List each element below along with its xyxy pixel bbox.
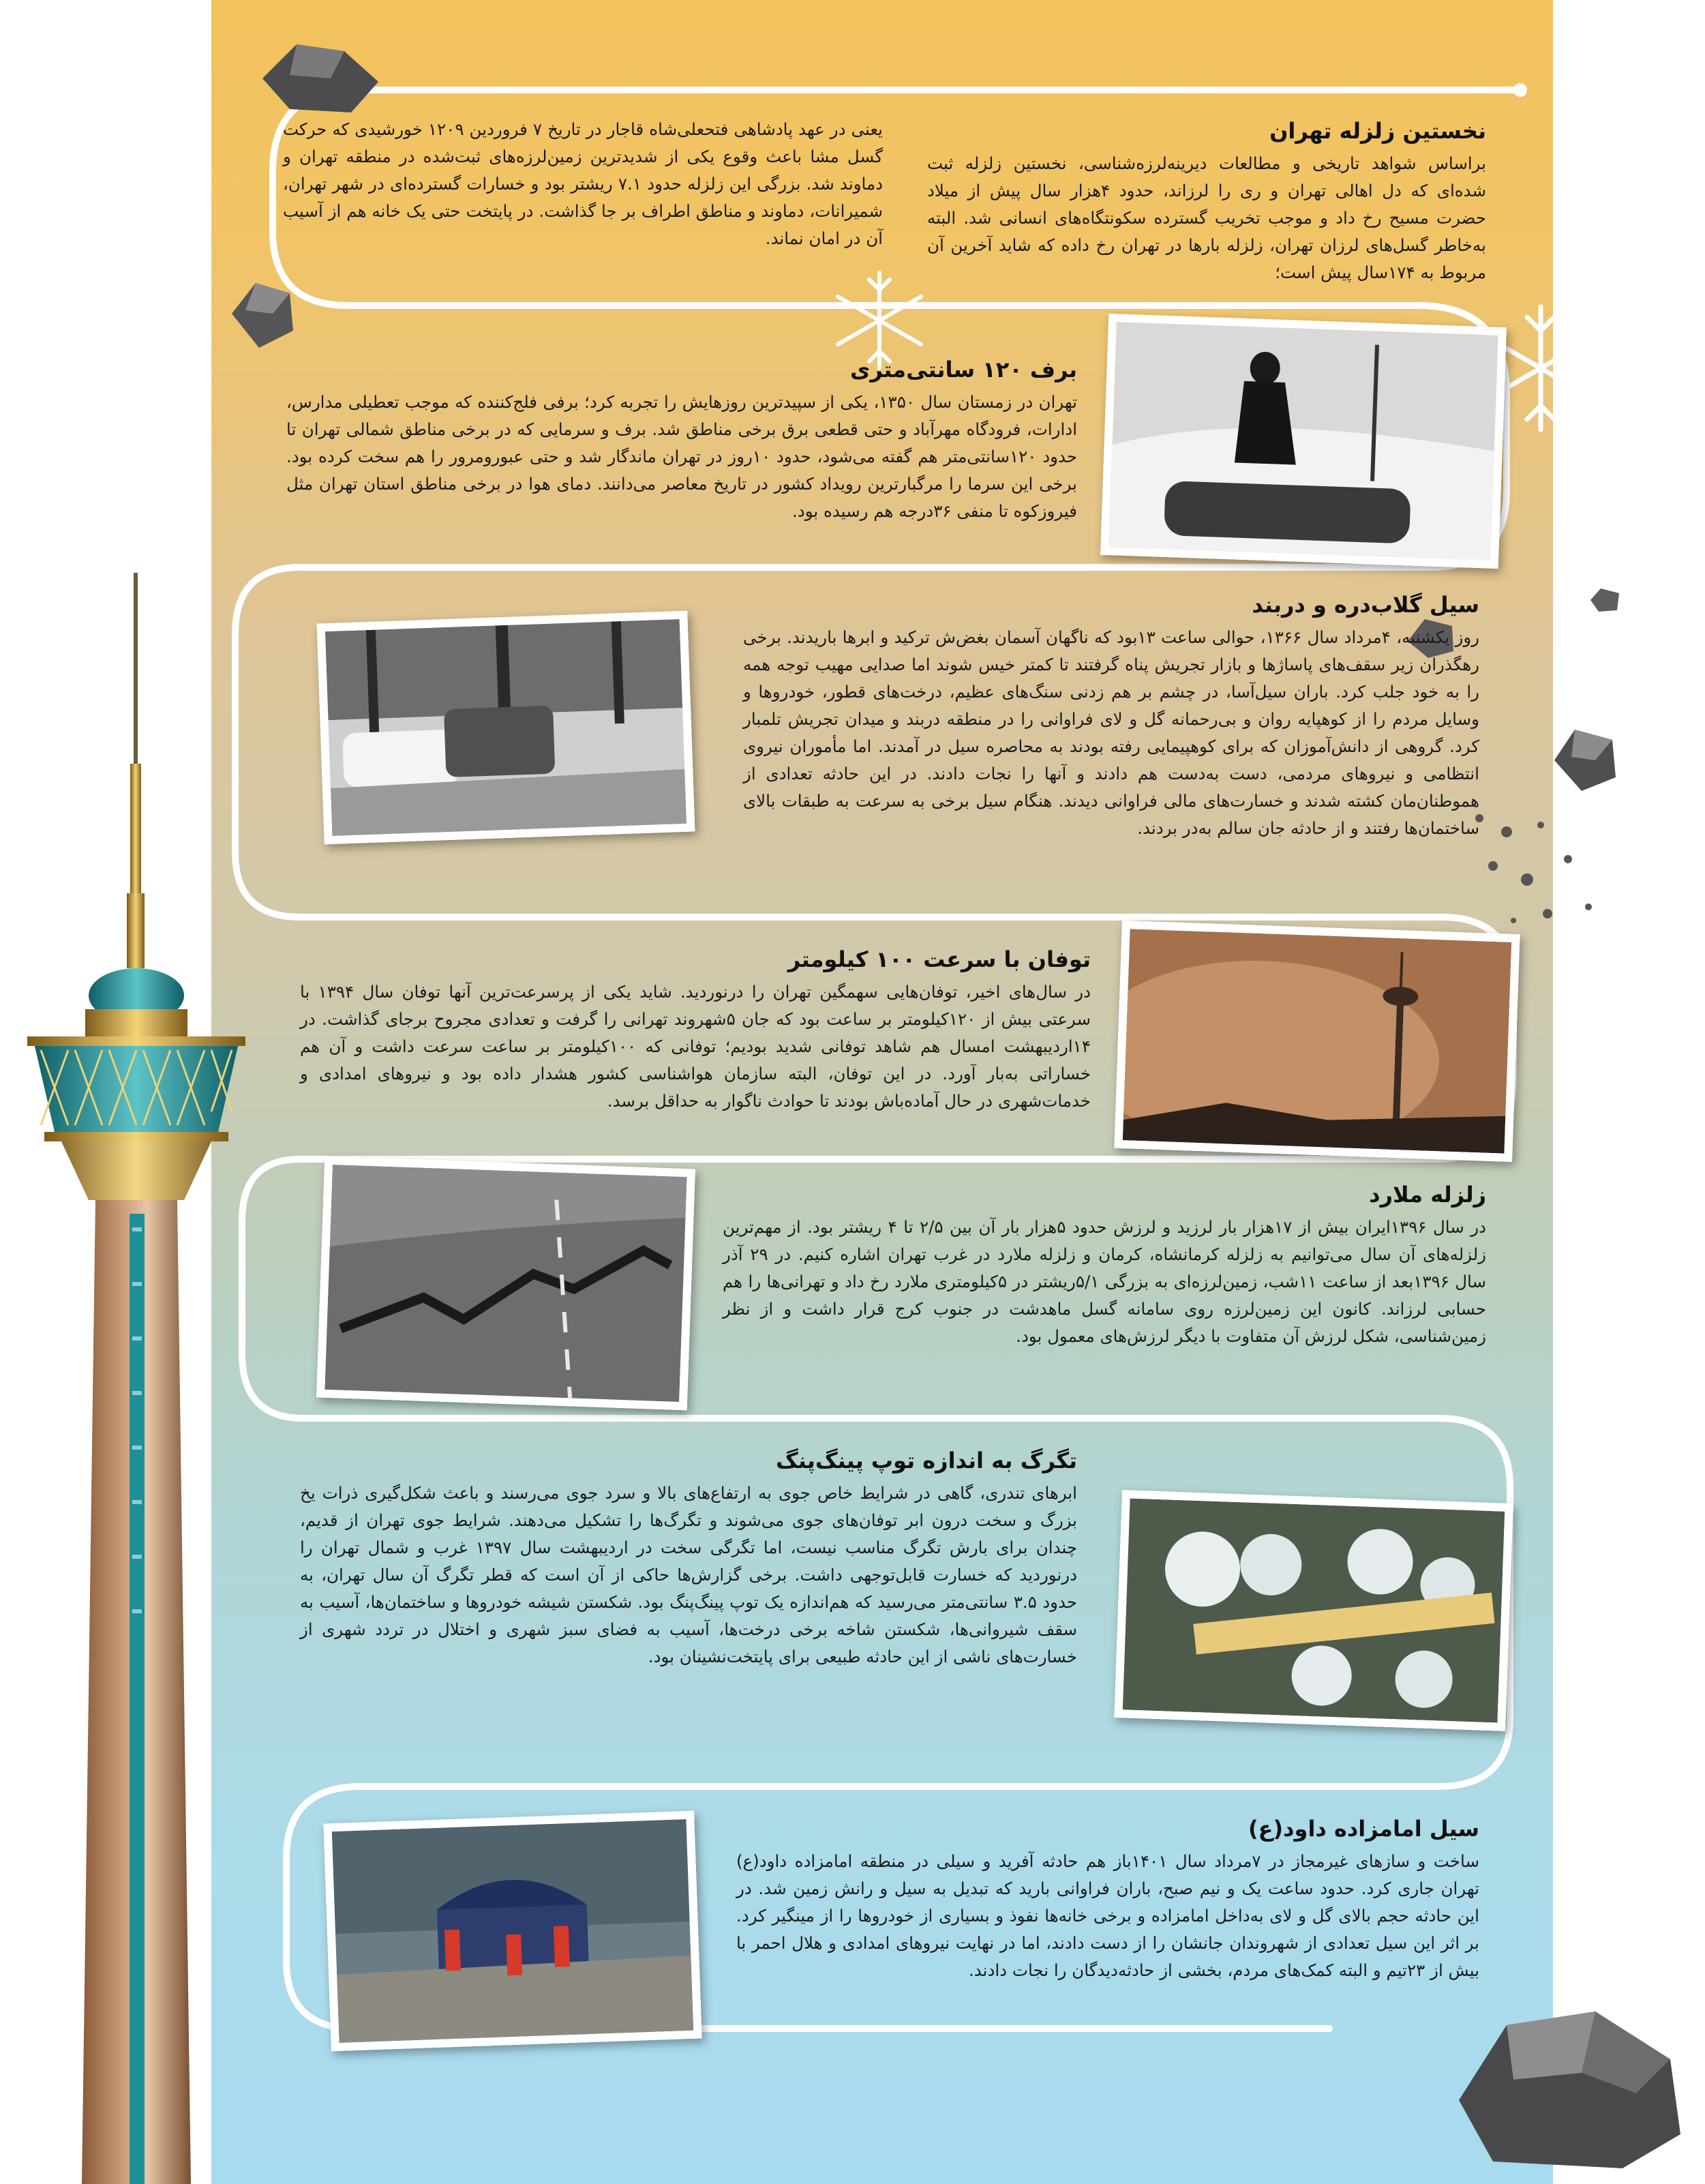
section-first-quake-continued: [283, 116, 883, 252]
section-title: برف ۱۲۰ سانتی‌متری: [849, 357, 1077, 383]
section-title: توفان با سرعت ۱۰۰ کیلومتر: [787, 946, 1091, 972]
section-snow: [286, 355, 1077, 525]
milad-tower-illustration: [14, 573, 259, 2184]
section-body: تهران در زمستان سال ۱۳۵۰، یکی از سپیدترین روزهایش را تجربه کرد؛ برفی فلج‌کننده که موجب تعطیلی مدارس، ادارات، فرودگاه مهرآباد و حتی قطعی برق برخی مناطق شد. برف و سرمایی که در برخی مناطق شمالی تهران تا حدود ۱۲۰سانتی‌متر هم گفته می‌شود، حدود ۱۰روز در تهران ماندگار شد و حتی عبورومرور را هم سخت کرده بود. برخی این سرما را مرگبارترین رویداد کشور در تاریخ معاصر می‌دانند. دمای هوا در برخی مناطق استان تهران مثل فیروزکوه تا منفی ۳۶درجه هم رسیده بود.: [286, 392, 1077, 521]
section-title: تگرگ به اندازه توپ پینگ‌پنگ: [775, 1448, 1077, 1474]
section-flood-golab-darreh: [743, 590, 1479, 842]
dust-storm-tower-photo: [1114, 921, 1520, 1162]
flood-cars-photo: [317, 611, 695, 845]
section-malard-quake: [723, 1180, 1486, 1350]
hailstones-ruler-photo: [1114, 1490, 1513, 1731]
section-body: ساخت و سازهای غیرمجاز در ۷مرداد سال ۱۴۰۱باز هم حادثه آفرید و سیلی در منطقه امامزاده داود(ع) تهران جاری کرد. حدود ساعت یک و نیم صبح، باران فراوانی بارید که تبدیل به سیل و رانش زمین شد. در این حادثه حجم بالای گل و لای به‌داخل امامزاده و برخی خانه‌ها نفوذ و بسیاری از خودروها را از مینگیر کرد. بر اثر این سیل تعدادی از شهروندان جانشان را از دست دادند، اما در نهایت نیروهای امدادی و هلال احمر با بیش از ۲۳تیم و البته کمک‌های مردم، بخشی از حادثه‌دیدگان را نجات دادند.: [736, 1851, 1480, 1980]
section-title: سیل گلاب‌دره و دربند: [1252, 592, 1479, 618]
section-title: نخستین زلزله تهران: [1269, 118, 1486, 144]
section-body: ابرهای تندری، گاهی در شرایط خاص جوی به ارتفاع‌های بالا و سرد جوی می‌رسند و باعث شکل‌گیری ذرات یخ بزرگ و سخت درون ابر توفان‌های جوی می‌شوند و تگرگ‌ها را تشکیل می‌دهند. شرایط جوی تهران از قدیم، چندان برای بارش تگرگ مناسب نیست، اما تگرگی سخت در اردیبهشت سال ۱۳۹۷ غرب و شمال تهران را درنوردید که خسارت قابل‌توجهی داشت. برخی گزارش‌ها حاکی از آن است که قطر تگرگ آن سال تهران، به حدود ۳.۵ سانتی‌متر می‌رسید که هم‌اندازه یک توپ پینگ‌پنگ بود. شکستن شیشه خودروها و ساختمان‌ها، آسیب به سقف شیروانی‌ها، شکستن شاخه برخی درخت‌ها، آسیب به فضای سبز شهری و اختلال در تردد شهری از خسارت‌های ناشی از این حادثه طبیعی برای پایتخت‌نشینان بود.: [300, 1483, 1077, 1666]
section-body: یعنی در عهد پادشاهی فتحعلی‌شاه قاجار در تاریخ ۷ فروردین ۱۲۰۹ خورشیدی که حرکت گسل مشا باعث وقوع یکی از شدیدترین زمین‌لرزه‌های ثبت‌شده در منطقه تهران و دماوند شد. بزرگی این زلزله حدود ۷.۱ ریشتر بود و خسارات گسترده‌ای در شهر تهران، شمیرانات، دماوند و مناطق اطراف بر جا گذاشت. در پایتخت حتی یک خانه هم از آسیب آن در امان نماند.: [283, 119, 883, 248]
section-imamzadeh-davood-flood: [736, 1814, 1479, 1984]
snow-shoveling-photo: [1100, 314, 1507, 569]
section-storm: [300, 944, 1091, 1115]
imamzadeh-rescue-photo: [323, 1811, 701, 2052]
rock-cluster-top: [249, 31, 392, 119]
section-title: سیل امامزاده داود(ع): [1248, 1816, 1479, 1842]
section-first-quake: [927, 116, 1486, 286]
section-body: براساس شواهد تاریخی و مطالعات دیرینه‌لرزه‌شناسی، نخستین زلزله ثبت شده‌ای که دل اهالی تهران و ری را لرزاند، حدود ۴هزار سال پیش از میلاد حضرت مسیح رخ داد و موجب تخریب گسترده سکونتگاه‌های انسانی شد. البته به‌خاطر گسل‌های لرزان تهران، زلزله بارها در تهران رخ داده که شاید آخرین آن مربوط به ۱۷۴سال پیش است؛: [927, 153, 1486, 282]
gravel-scatter: [1466, 805, 1609, 934]
rock-large-bottom: [1445, 1998, 1691, 2175]
rock-right-3: [1588, 586, 1623, 614]
section-hail: [300, 1446, 1077, 1671]
rock-right-2: [1548, 723, 1623, 798]
section-body: در سال ۱۳۹۶ایران بیش از ۱۷هزار بار لرزید و لرزش حدود ۵هزار بار آن بین ۲/۵ تا ۴ ریشتر بود. از مهم‌ترین زلزله‌های آن سال می‌توانیم به زلزله کرمانشاه، کرمان و زلزله ملارد در غرب تهران اشاره کنیم. در ۲۹ آذر سال ۱۳۹۶بعد از ساعت ۱۱شب، زمین‌لرزه‌ای به بزرگی ۵/۱ریشتر در ۵کیلومتری ملارد رخ داد و تهرانی‌ها را هم حسابی لرزاند. کانون این زمین‌لرزه روی سامانه گسل ماهدشت در جنوب کرج قرار داشت و از نظر زمین‌شناسی، شکل لرزش آن متفاوت با دیگر لرزش‌های معمول بود.: [723, 1217, 1486, 1346]
rock-left-small: [225, 273, 300, 355]
section-title: زلزله ملارد: [1369, 1182, 1486, 1208]
section-body: روز یکشنبه، ۴مرداد سال ۱۳۶۶، حوالی ساعت ۱۳بود که ناگهان آسمان بغض‌ش ترکید و ابرها باریدند. برخی رهگذران زیر سقف‌های پاساژها و بازار تجریش پناه گرفتند تا کمتر خیس شوند اما صدایی مهیب توجه همه را به خود جلب کرد. باران سیل‌آسا، در چشم بر هم زدنی سنگ‌های عظیم، درخت‌های قطور، خودروها و وسایل مردم را از کوهپایه روان و بی‌رحمانه گل و لای فراوانی را در منطقه دربند و میدان تجریش تلمبار کرد. گروهی از دانش‌آموزان که برای کوهپیمایی رفته بودند به محاصره سیل در آمدند. اما مأموران نیروی انتظامی و نیروهای مردمی، دست به‌دست هم دادند و آنها را نجات دادند. در این حادثه تعدادی از هموطنان‌مان کشته شدند و خسارت‌های مالی فراوانی دیدند. هنگام سیل برخی به سرعت به طبقات بالای ساختمان‌ها رفتند و از حادثه جان سالم به‌در بردند.: [743, 627, 1479, 838]
cracked-road-photo: [316, 1156, 695, 1411]
section-body: در سال‌های اخیر، توفان‌هایی سهمگین تهران را درنوردید. شاید یکی از پرسرعت‌ترین آنها توفان سال ۱۳۹۴ با سرعتی بیش از ۱۲۰کیلومتر بر ساعت بود که جان ۵شهروند تهرانی را گرفت و تعدادی مجروح برجای گذاشت. در ۱۴اردیبهشت امسال هم شاهد توفانی شدید بودیم؛ توفانی که ۱۰۰کیلومتر بر ساعت سرعت داشت و آن هم خساراتی به‌بار آورد. در این توفان، البته سازمان هواشناسی کشور هشدار داده بود و نیروهای امدادی و خدمات‌شهری در حال آماده‌باش بودند تا حوادث ناگوار به حداقل برسد.: [300, 982, 1091, 1111]
